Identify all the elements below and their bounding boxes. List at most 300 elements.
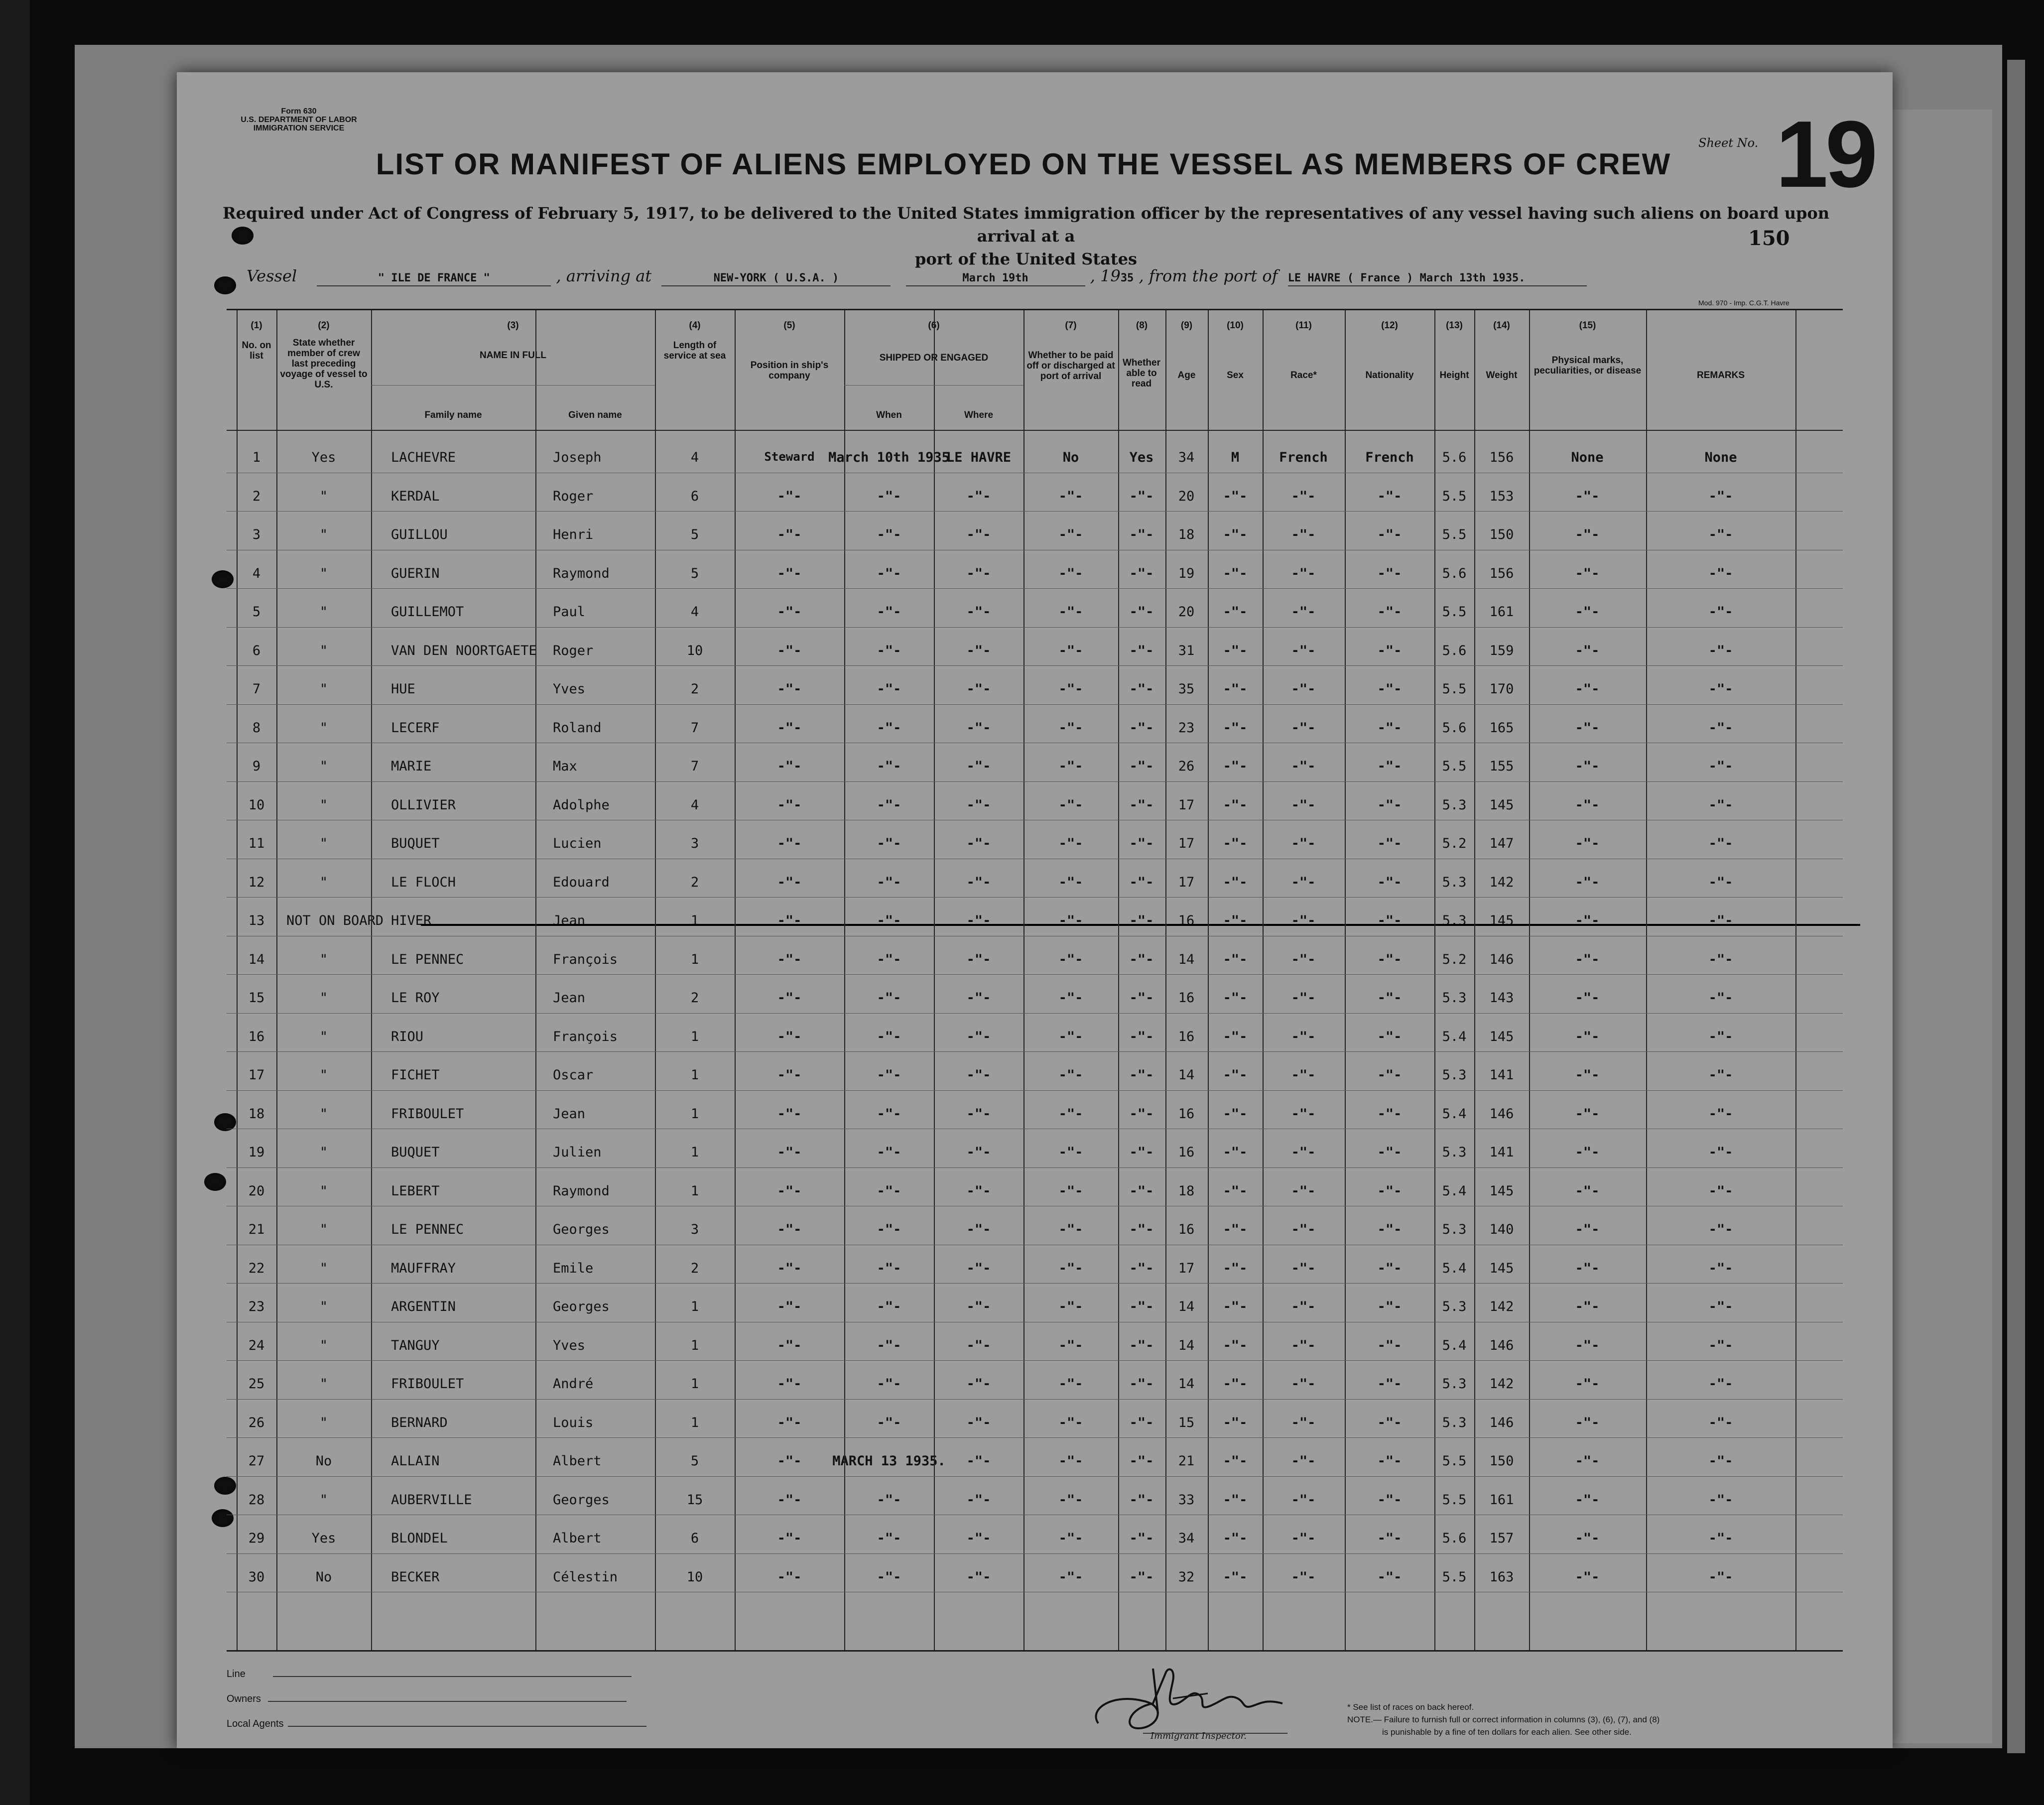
length-of-service: 1 (690, 1415, 699, 1430)
paid-off-cell: No (1062, 450, 1079, 465)
sex-cell: -"- (1223, 1569, 1248, 1585)
arriving-label: , arriving at (556, 266, 652, 285)
sex-cell: -"- (1223, 681, 1248, 697)
read-cell: Yes (1129, 450, 1154, 465)
marks-cell: -"- (1575, 681, 1600, 697)
race-cell: -"- (1291, 681, 1316, 697)
header-age: Age (1177, 370, 1196, 381)
height-cell: 5.4 (1442, 1106, 1467, 1122)
row-rule (227, 897, 1843, 898)
remarks-cell: -"- (1708, 1376, 1733, 1392)
department: U.S. DEPARTMENT OF LABOR (241, 116, 357, 124)
owners-label: Owners (227, 1693, 261, 1704)
when-cell: -"- (877, 1376, 901, 1392)
when-cell: -"- (877, 527, 901, 542)
member-last-voyage: " (319, 1222, 328, 1237)
weight-cell: 157 (1489, 1531, 1514, 1546)
read-cell: -"- (1129, 913, 1154, 928)
when-cell: -"- (877, 951, 901, 967)
page-title: LIST OR MANIFEST OF ALIENS EMPLOYED ON THE VESSEL AS MEMBERS OF CREW (376, 147, 1671, 181)
where-cell: -"- (966, 1337, 991, 1353)
sex-cell: -"- (1223, 1531, 1248, 1546)
header-where: Where (964, 410, 994, 420)
row-rule (227, 1283, 1843, 1284)
read-cell: -"- (1129, 1492, 1154, 1508)
member-last-voyage: " (319, 797, 328, 813)
length-of-service: 1 (690, 1067, 699, 1083)
nationality-cell: -"- (1377, 874, 1402, 890)
length-of-service: 2 (690, 990, 699, 1006)
age-cell: 17 (1178, 874, 1195, 890)
age-cell: 16 (1178, 1029, 1195, 1044)
family-name: LECERF (391, 720, 440, 736)
member-last-voyage: " (319, 488, 328, 504)
marks-cell: -"- (1575, 1337, 1600, 1353)
header-shipped-engaged: SHIPPED OR ENGAGED (879, 353, 989, 363)
when-cell: -"- (877, 1145, 901, 1160)
given-name: Paul (553, 604, 586, 620)
position-cell: -"- (777, 1531, 802, 1546)
length-of-service: 1 (690, 1106, 699, 1122)
family-name: GUILLEMOT (391, 604, 464, 620)
read-cell: -"- (1129, 1222, 1154, 1237)
marks-cell: -"- (1575, 1029, 1600, 1044)
colnum-11: (11) (1295, 320, 1312, 331)
sex-cell: -"- (1223, 759, 1248, 774)
weight-cell: 146 (1489, 951, 1514, 967)
age-cell: 21 (1178, 1453, 1195, 1469)
paid-off-cell: -"- (1058, 1337, 1083, 1353)
header-race: Race* (1290, 370, 1317, 381)
weight-cell: 140 (1489, 1222, 1514, 1237)
when-cell: -"- (877, 488, 901, 504)
marks-cell: -"- (1575, 759, 1600, 774)
position-cell: -"- (777, 797, 802, 813)
sex-cell: -"- (1223, 527, 1248, 542)
when-cell: -"- (877, 1260, 901, 1276)
local-agents-label: Local Agents (227, 1718, 284, 1729)
given-name: Georges (553, 1299, 610, 1314)
height-cell: 5.3 (1442, 1376, 1467, 1392)
marks-cell: -"- (1575, 527, 1600, 542)
member-last-voyage: " (319, 1260, 328, 1276)
length-of-service: 5 (690, 1453, 699, 1469)
row-number: 22 (248, 1260, 265, 1276)
family-name: FRIBOULET (391, 1376, 464, 1392)
length-of-service: 4 (690, 797, 699, 813)
nationality-cell: -"- (1377, 990, 1402, 1006)
length-of-service: 4 (690, 450, 699, 465)
row-rule (227, 511, 1843, 512)
when-cell: -"- (877, 874, 901, 890)
member-last-voyage: " (319, 951, 328, 967)
race-cell: French (1279, 450, 1328, 465)
when-cell: MARCH 13 1935. (832, 1453, 946, 1469)
age-cell: 31 (1178, 643, 1195, 658)
height-cell: 5.5 (1442, 759, 1467, 774)
marks-cell: -"- (1575, 1106, 1600, 1122)
height-cell: 5.5 (1442, 1569, 1467, 1585)
where-cell: -"- (966, 874, 991, 890)
colnum-13: (13) (1446, 320, 1463, 331)
family-name: BECKER (391, 1569, 440, 1585)
nationality-cell: -"- (1377, 836, 1402, 851)
row-rule (227, 1399, 1843, 1400)
header-physical-marks: Physical marks, peculiarities, or disease (1533, 355, 1642, 376)
weight-cell: 145 (1489, 913, 1514, 928)
position-cell: -"- (777, 1222, 802, 1237)
arrival-date: March 19th (962, 272, 1028, 284)
paid-off-cell: -"- (1058, 1569, 1083, 1585)
nationality-cell: -"- (1377, 797, 1402, 813)
age-cell: 16 (1178, 1145, 1195, 1160)
race-cell: -"- (1291, 1569, 1316, 1585)
sex-cell: -"- (1223, 488, 1248, 504)
weight-cell: 165 (1489, 720, 1514, 736)
when-cell: -"- (877, 643, 901, 658)
marks-cell: -"- (1575, 797, 1600, 813)
race-cell: -"- (1291, 604, 1316, 620)
sex-cell: -"- (1223, 1222, 1248, 1237)
where-cell: -"- (966, 1453, 991, 1469)
length-of-service: 15 (686, 1492, 703, 1508)
vessel-line (247, 266, 1840, 286)
height-cell: 5.2 (1442, 836, 1467, 851)
row-number: 21 (248, 1222, 265, 1237)
when-cell: March 10th 1935 (828, 450, 950, 465)
remarks-cell: -"- (1708, 1492, 1733, 1508)
member-last-voyage: " (319, 759, 328, 774)
race-cell: -"- (1291, 1531, 1316, 1546)
position-cell: -"- (777, 527, 802, 542)
read-cell: -"- (1129, 1415, 1154, 1430)
given-name: Joseph (553, 450, 602, 465)
member-last-voyage: " (319, 1337, 328, 1353)
row-rule (227, 1360, 1843, 1361)
inspector-label: Immigrant Inspector. (1150, 1731, 1247, 1741)
race-cell: -"- (1291, 759, 1316, 774)
height-cell: 5.6 (1442, 1531, 1467, 1546)
read-cell: -"- (1129, 681, 1154, 697)
position-cell: -"- (777, 913, 802, 928)
sex-cell: -"- (1223, 874, 1248, 890)
where-cell: -"- (966, 1067, 991, 1083)
paid-off-cell: -"- (1058, 643, 1083, 658)
arriving-at: NEW-YORK ( U.S.A. ) (713, 272, 839, 284)
marks-cell: -"- (1575, 1415, 1600, 1430)
position-cell: -"- (777, 951, 802, 967)
sex-cell: -"- (1223, 1029, 1248, 1044)
height-cell: 5.5 (1442, 488, 1467, 504)
where-cell: -"- (966, 643, 991, 658)
age-cell: 20 (1178, 604, 1195, 620)
footer-agents (227, 1718, 646, 1730)
where-cell: -"- (966, 1569, 991, 1585)
row-number: 17 (248, 1067, 265, 1083)
position-cell: -"- (777, 488, 802, 504)
family-name: BUQUET (391, 836, 440, 851)
member-last-voyage: " (319, 1067, 328, 1083)
remarks-cell: -"- (1708, 643, 1733, 658)
given-name: Jean (553, 990, 586, 1006)
read-cell: -"- (1129, 1067, 1154, 1083)
weight-cell: 163 (1489, 1569, 1514, 1585)
length-of-service: 7 (690, 720, 699, 736)
row-number: 13 (248, 913, 265, 928)
remarks-cell: -"- (1708, 797, 1733, 813)
height-cell: 5.6 (1442, 643, 1467, 658)
family-name: LEBERT (391, 1183, 440, 1199)
where-cell: -"- (966, 565, 991, 581)
weight-cell: 147 (1489, 836, 1514, 851)
position-cell: -"- (777, 759, 802, 774)
position-cell: -"- (777, 1569, 802, 1585)
row-rule (227, 1437, 1843, 1438)
where-cell: -"- (966, 759, 991, 774)
where-cell: -"- (966, 990, 991, 1006)
footer-line (227, 1669, 632, 1680)
paid-off-cell: -"- (1058, 1106, 1083, 1122)
given-name: Julien (553, 1145, 602, 1160)
header-sex: Sex (1227, 370, 1244, 381)
header-paid-off: Whether to be paid off or discharged at port of arrival (1026, 350, 1115, 382)
marks-cell: None (1571, 450, 1604, 465)
marks-cell: -"- (1575, 836, 1600, 851)
paid-off-cell: -"- (1058, 797, 1083, 813)
nationality-cell: -"- (1377, 643, 1402, 658)
row-number: 6 (252, 643, 261, 658)
paid-off-cell: -"- (1058, 1492, 1083, 1508)
given-name: Jean (553, 913, 586, 928)
where-cell: -"- (966, 681, 991, 697)
given-name: Oscar (553, 1067, 594, 1083)
marks-cell: -"- (1575, 913, 1600, 928)
colnum-1: (1) (251, 320, 262, 331)
given-name: Albert (553, 1453, 602, 1469)
age-cell: 16 (1178, 1106, 1195, 1122)
race-cell: -"- (1291, 1260, 1316, 1276)
nationality-cell: -"- (1377, 527, 1402, 542)
read-cell: -"- (1129, 720, 1154, 736)
row-number: 18 (248, 1106, 265, 1122)
header-weight: Weight (1486, 370, 1518, 381)
sex-cell: -"- (1223, 1492, 1248, 1508)
length-of-service: 1 (690, 1183, 699, 1199)
from-port: LE HAVRE ( France ) March 13th 1935. (1287, 272, 1526, 284)
row-number: 14 (248, 951, 265, 967)
height-cell: 5.3 (1442, 1299, 1467, 1314)
nationality-cell: -"- (1377, 759, 1402, 774)
length-of-service: 6 (690, 488, 699, 504)
header-length-service: Length of service at sea (663, 340, 726, 361)
when-cell: -"- (877, 990, 901, 1006)
position-cell: -"- (777, 1337, 802, 1353)
family-name: HIVER (391, 913, 432, 928)
header-position: Position in ship's company (750, 360, 829, 381)
read-cell: -"- (1129, 1183, 1154, 1199)
position-cell: -"- (777, 836, 802, 851)
height-cell: 5.3 (1442, 1145, 1467, 1160)
given-name: Roland (553, 720, 602, 736)
position-cell: -"- (777, 565, 802, 581)
height-cell: 5.4 (1442, 1260, 1467, 1276)
nationality-cell: -"- (1377, 1337, 1402, 1353)
where-cell: LE HAVRE (946, 450, 1012, 465)
row-number: 23 (248, 1299, 265, 1314)
read-cell: -"- (1129, 1376, 1154, 1392)
read-cell: -"- (1129, 836, 1154, 851)
remarks-cell: -"- (1708, 1415, 1733, 1430)
given-name: Emile (553, 1260, 594, 1276)
length-of-service: 1 (690, 951, 699, 967)
sex-cell: -"- (1223, 720, 1248, 736)
family-name: MAUFFRAY (391, 1260, 456, 1276)
remarks-cell: -"- (1708, 913, 1733, 928)
row-number: 10 (248, 797, 265, 813)
header-able-read: Whether able to read (1123, 358, 1160, 389)
read-cell: -"- (1129, 951, 1154, 967)
race-cell: -"- (1291, 797, 1316, 813)
row-number: 25 (248, 1376, 265, 1392)
family-name: FRIBOULET (391, 1106, 464, 1122)
nationality-cell: -"- (1377, 1029, 1402, 1044)
height-cell: 5.5 (1442, 1453, 1467, 1469)
age-cell: 17 (1178, 836, 1195, 851)
sex-cell: -"- (1223, 797, 1248, 813)
family-name: BLONDEL (391, 1531, 448, 1546)
age-cell: 15 (1178, 1415, 1195, 1430)
position-cell: -"- (777, 1029, 802, 1044)
position-cell: -"- (777, 1106, 802, 1122)
member-last-voyage: " (319, 1183, 328, 1199)
nationality-cell: -"- (1377, 1492, 1402, 1508)
member-last-voyage: NOT ON BOARD (286, 913, 384, 928)
when-cell: -"- (877, 1029, 901, 1044)
row-number: 26 (248, 1415, 265, 1430)
remarks-cell: -"- (1708, 836, 1733, 851)
remarks-cell: -"- (1708, 1260, 1733, 1276)
when-cell: -"- (877, 720, 901, 736)
length-of-service: 4 (690, 604, 699, 620)
colnum-10: (10) (1227, 320, 1244, 331)
when-cell: -"- (877, 759, 901, 774)
header-family-name: Family name (424, 410, 482, 420)
where-cell: -"- (966, 797, 991, 813)
where-cell: -"- (966, 1415, 991, 1430)
race-cell: -"- (1291, 951, 1316, 967)
member-last-voyage: " (319, 681, 328, 697)
remarks-cell: -"- (1708, 1145, 1733, 1160)
sex-cell: -"- (1223, 1183, 1248, 1199)
colnum-7: (7) (1065, 320, 1077, 331)
when-cell: -"- (877, 1415, 901, 1430)
form-header (217, 107, 381, 132)
family-name: ALLAIN (391, 1453, 440, 1469)
position-cell: -"- (777, 1260, 802, 1276)
row-number: 27 (248, 1453, 265, 1469)
age-cell: 34 (1178, 1531, 1195, 1546)
remarks-cell: -"- (1708, 1183, 1733, 1199)
height-cell: 5.3 (1442, 1067, 1467, 1083)
given-name: Raymond (553, 1183, 610, 1199)
given-name: François (553, 951, 618, 967)
race-cell: -"- (1291, 1299, 1316, 1314)
where-cell: -"- (966, 720, 991, 736)
row-number: 2 (252, 488, 261, 504)
header-nationality: Nationality (1365, 370, 1414, 381)
age-cell: 17 (1178, 1260, 1195, 1276)
when-cell: -"- (877, 604, 901, 620)
read-cell: -"- (1129, 990, 1154, 1006)
when-cell: -"- (877, 1569, 901, 1585)
position-cell: -"- (777, 1145, 802, 1160)
given-name: Célestin (553, 1569, 618, 1585)
nationality-cell: -"- (1377, 1531, 1402, 1546)
position-cell: -"- (777, 1183, 802, 1199)
age-cell: 19 (1178, 565, 1195, 581)
remarks-cell: -"- (1708, 1569, 1733, 1585)
where-cell: -"- (966, 951, 991, 967)
race-cell: -"- (1291, 990, 1316, 1006)
height-cell: 5.2 (1442, 951, 1467, 967)
nationality-cell: -"- (1377, 1376, 1402, 1392)
paid-off-cell: -"- (1058, 527, 1083, 542)
nationality-cell: -"- (1377, 1106, 1402, 1122)
nationality-cell: -"- (1377, 604, 1402, 620)
nationality-cell: -"- (1377, 1145, 1402, 1160)
remarks-cell: -"- (1708, 1531, 1733, 1546)
length-of-service: 3 (690, 1222, 699, 1237)
read-cell: -"- (1129, 1531, 1154, 1546)
family-name: FICHET (391, 1067, 440, 1083)
where-cell: -"- (966, 1492, 991, 1508)
year-suffix: 35 (1120, 272, 1134, 284)
sex-cell: -"- (1223, 1106, 1248, 1122)
row-number: 15 (248, 990, 265, 1006)
position-cell: -"- (777, 874, 802, 890)
length-of-service: 3 (690, 836, 699, 851)
background-sheet-right (2007, 60, 2025, 1753)
marks-cell: -"- (1575, 488, 1600, 504)
paid-off-cell: -"- (1058, 604, 1083, 620)
subtitle-line-2: port of the United States (914, 250, 1138, 268)
when-cell: -"- (877, 1531, 901, 1546)
read-cell: -"- (1129, 527, 1154, 542)
header-rule (371, 385, 655, 386)
nationality-cell: -"- (1377, 1183, 1402, 1199)
when-cell: -"- (877, 797, 901, 813)
marks-cell: -"- (1575, 1492, 1600, 1508)
remarks-cell: -"- (1708, 1106, 1733, 1122)
height-cell: 5.4 (1442, 1337, 1467, 1353)
given-name: Raymond (553, 565, 610, 581)
subtitle (212, 202, 1840, 270)
member-last-voyage: " (319, 643, 328, 658)
race-cell: -"- (1291, 1453, 1316, 1469)
paid-off-cell: -"- (1058, 1453, 1083, 1469)
length-of-service: 10 (686, 1569, 703, 1585)
marks-cell: -"- (1575, 604, 1600, 620)
colnum-2: (2) (318, 320, 330, 331)
given-name: Jean (553, 1106, 586, 1122)
row-rule (227, 588, 1843, 589)
nationality-cell: -"- (1377, 1260, 1402, 1276)
given-name: Yves (553, 1337, 586, 1353)
race-cell: -"- (1291, 1067, 1316, 1083)
age-cell: 35 (1178, 681, 1195, 697)
remarks-cell: -"- (1708, 604, 1733, 620)
age-cell: 14 (1178, 1376, 1195, 1392)
